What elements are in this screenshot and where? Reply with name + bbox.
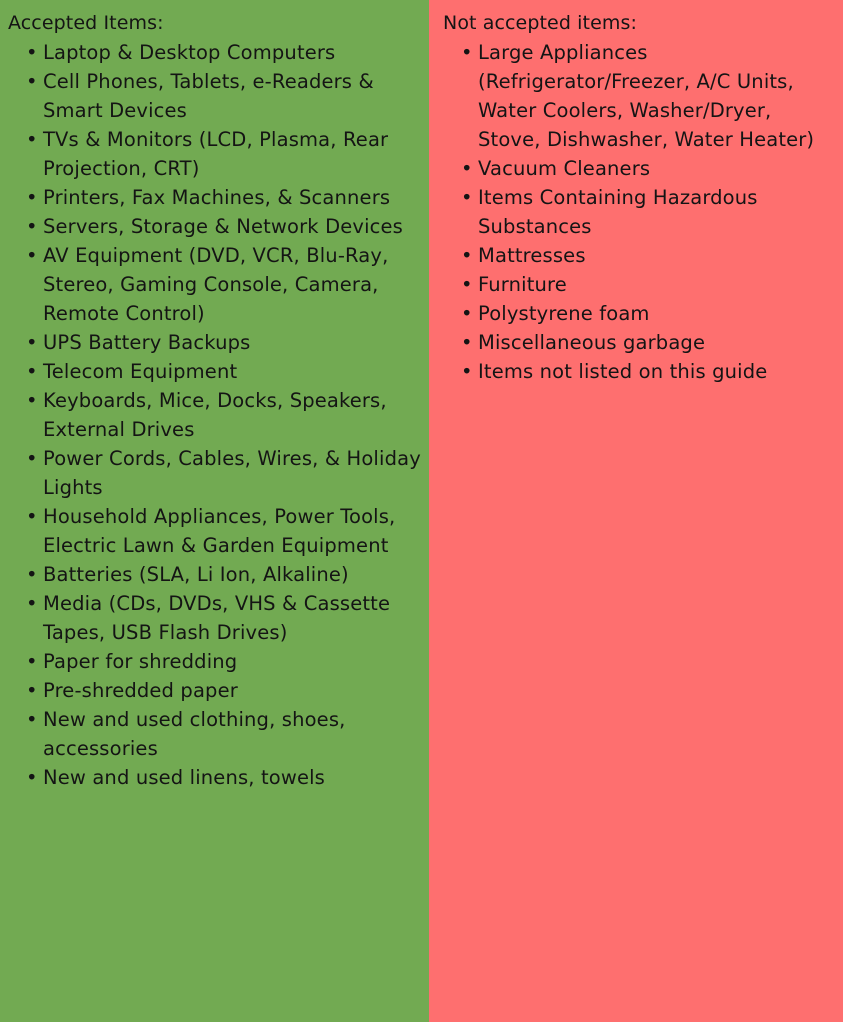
not-accepted-item-text: Miscellaneous garbage [478,331,706,354]
not-accepted-list-item [461,154,839,183]
not-accepted-list-item [461,328,839,357]
accepted-list-item [26,67,429,125]
accepted-item-text: Media (CDs, DVDs, VHS & Cassette Tapes, USB Flash Drives) [43,592,391,644]
bullet-icon: • [26,331,38,354]
accepted-list-item [26,763,429,792]
accepted-list-item [26,444,429,502]
bullet-icon: • [26,563,38,586]
accepted-list-item [26,212,429,241]
not-accepted-item-text: Furniture [478,273,567,296]
bullet-icon: • [26,447,38,470]
accepted-item-text: UPS Battery Backups [43,331,251,354]
not-accepted-item-text: Items Containing Hazardous Substances [478,186,758,238]
accepted-list-item [26,560,429,589]
bullet-icon: • [26,389,38,412]
not-accepted-item-text: Polystyrene foam [478,302,650,325]
accepted-list-item [26,676,429,705]
accepted-item-text: Batteries (SLA, Li Ion, Alkaline) [43,563,349,586]
bullet-icon: • [461,273,473,296]
bullet-icon: • [461,331,473,354]
bullet-icon: • [461,244,473,267]
accepted-list-item [26,125,429,183]
accepted-item-text: Servers, Storage & Network Devices [43,215,403,238]
bullet-icon: • [461,302,473,325]
accepted-items-heading: Accepted Items: [8,12,164,34]
accepted-item-text: New and used linens, towels [43,766,325,789]
bullet-icon: • [26,650,38,673]
accepted-item-text: Printers, Fax Machines, & Scanners [43,186,391,209]
accepted-item-text: Keyboards, Mice, Docks, Speakers, External Drives [43,389,387,441]
not-accepted-item-text: Mattresses [478,244,586,267]
accepted-list-item [26,705,429,763]
not-accepted-list-item [461,241,839,270]
accepted-list-item [26,241,429,328]
bullet-icon: • [26,708,38,731]
bullet-icon: • [26,70,38,93]
bullet-icon: • [461,360,473,383]
bullet-icon: • [26,679,38,702]
not-accepted-list-item [461,299,839,328]
accepted-list-item [26,386,429,444]
accepted-list-item [26,647,429,676]
bullet-icon: • [26,505,38,528]
bullet-icon: • [26,244,38,267]
bullet-icon: • [26,128,38,151]
accepted-item-text: Household Appliances, Power Tools, Electric Lawn & Garden Equipment [43,505,396,557]
accepted-list-item [26,502,429,560]
not-accepted-list-item [461,38,839,154]
accepted-list-item [26,589,429,647]
bullet-icon: • [461,157,473,180]
accepted-list-item [26,357,429,386]
not-accepted-items-column [429,0,843,1022]
bullet-icon: • [26,592,38,615]
accepted-items-list [8,38,429,792]
bullet-icon: • [26,360,38,383]
accepted-list-item [26,328,429,357]
bullet-icon: • [461,41,473,64]
accepted-item-text: Power Cords, Cables, Wires, & Holiday Lights [43,447,421,499]
not-accepted-list-item [461,270,839,299]
accepted-item-text: Cell Phones, Tablets, e-Readers & Smart Devices [43,70,374,122]
bullet-icon: • [26,766,38,789]
not-accepted-list-item [461,183,839,241]
accepted-item-text: Paper for shredding [43,650,238,673]
not-accepted-item-text: Items not listed on this guide [478,360,768,383]
accepted-list-item [26,38,429,67]
not-accepted-items-list [443,38,839,386]
accepted-item-text: Pre-shredded paper [43,679,238,702]
accepted-item-text: TVs & Monitors (LCD, Plasma, Rear Projection, CRT) [43,128,389,180]
not-accepted-list-item [461,357,839,386]
not-accepted-item-text: Vacuum Cleaners [478,157,651,180]
bullet-icon: • [26,215,38,238]
bullet-icon: • [26,41,38,64]
accepted-list-item [26,183,429,212]
not-accepted-item-text: Large Appliances (Refrigerator/Freezer, A/C Units, Water Coolers, Washer/Dryer, Stove, Dishwasher, Water Heater) [478,41,815,151]
bullet-icon: • [26,186,38,209]
not-accepted-items-heading: Not accepted items: [443,12,637,34]
bullet-icon: • [461,186,473,209]
accepted-item-text: New and used clothing, shoes, accessories [43,708,346,760]
accepted-item-text: AV Equipment (DVD, VCR, Blu-Ray, Stereo, Gaming Console, Camera, Remote Control) [43,244,389,325]
accepted-item-text: Telecom Equipment [43,360,238,383]
accepted-item-text: Laptop & Desktop Computers [43,41,336,64]
